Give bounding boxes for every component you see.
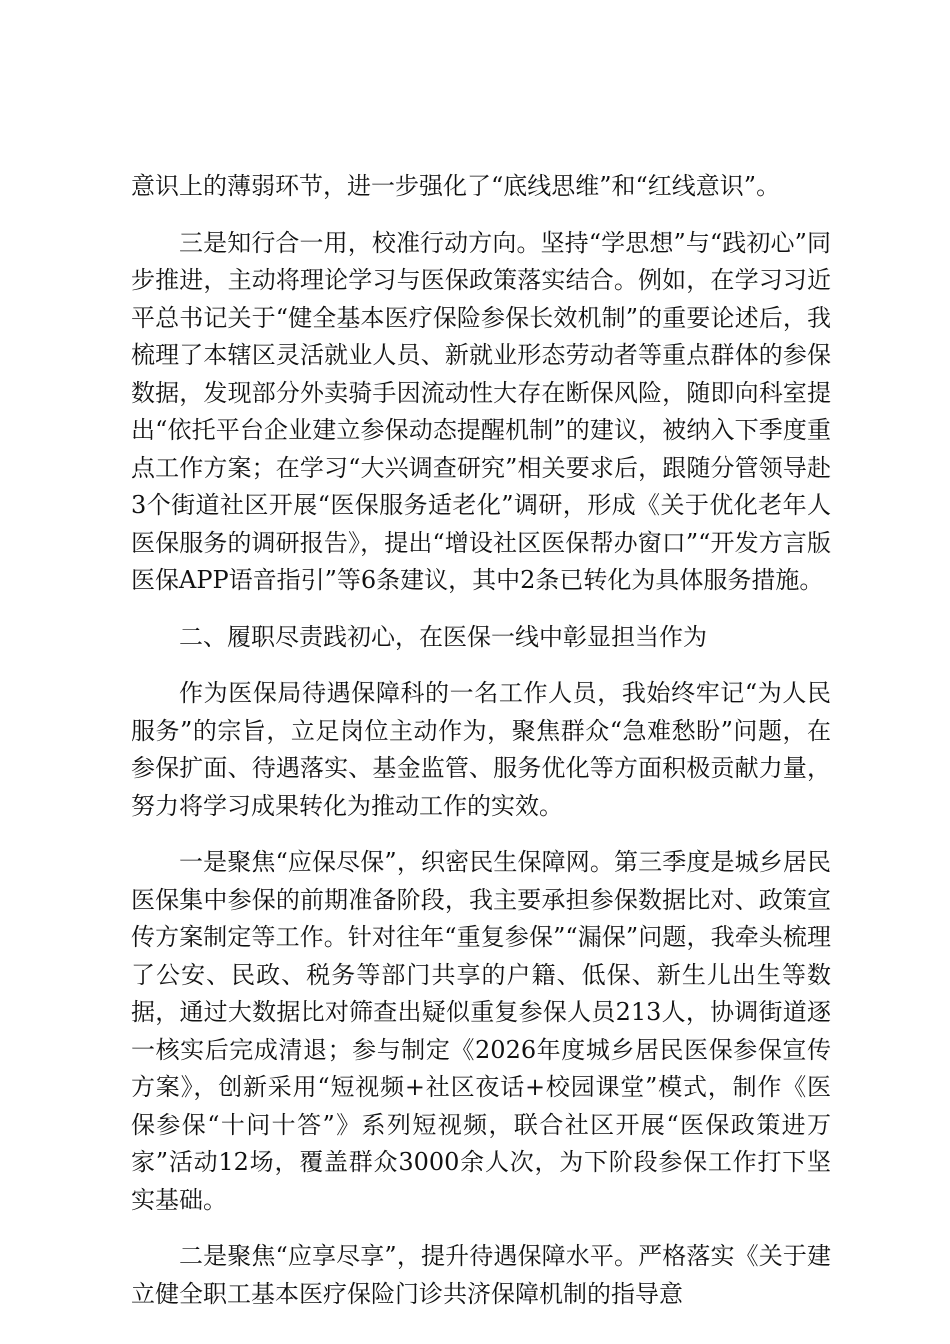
paragraph-knowledge-action: 三是知行合一用，校准行动方向。坚持“学思想”与“践初心”同步推进，主动将理论学习与医保政策落实结合。例如，在学习习近平总书记关于“健全基本医疗保险参保长效机制”的重要论述后，我梳理了本辖区灵活就业人员、新就业形态劳动者等重点群体的参保数据，发现部分外卖骑手因流动性大存在断保风险，随即向科室提出“依托平台企业建立参保动态提醒机制”的建议，被纳入下季度重点工作方案；在学习“大兴调查研究”相关要求后，跟随分管领导赴3个街道社区开展“医保服务适老化”调研，形成《关于优化老年人医保服务的调研报告》，提出“增设社区医保帮办窗口”“开发方言版医保APP语音指引”等6条建议，其中2条已转化为具体服务措施。 [131,228,831,594]
section-heading-two: 二、履职尽责践初心，在医保一线中彰显担当作为 [179,622,707,651]
paragraph-coverage: 一是聚焦“应保尽保”，织密民生保障网。第三季度是城乡居民医保集中参保的前期准备阶段，我主要承担参保数据比对、政策宣传方案制定等工作。针对往年“重复参保”“漏保”问题，我牵头梳理了公安、民政、税务等部门共享的户籍、低保、新生儿出生等数据，通过大数据比对筛查出疑似重复参保人员213人，协调街道逐一核实后完成清退；参与制定《2026年度城乡居民医保参保宣传方案》，创新采用“短视频+社区夜话+校园课堂”模式，制作《医保参保“十问十答”》系列短视频，联合社区开展“医保政策进万家”活动12场，覆盖群众3000余人次，为下阶段参保工作打下坚实基础。 [131,848,831,1214]
paragraph-benefits: 二是聚焦“应享尽享”，提升待遇保障水平。严格落实《关于建立健全职工基本医疗保险门诊共济保障机制的指导意 [131,1242,831,1308]
paragraph-role-intro: 作为医保局待遇保障科的一名工作人员，我始终牢记“为人民服务”的宗旨，立足岗位主动作为，聚焦群众“急难愁盼”问题，在参保扩面、待遇落实、基金监管、服务优化等方面积极贡献力量，努力将学习成果转化为推动工作的实效。 [131,679,831,820]
paragraph-continued: 意识上的薄弱环节，进一步强化了“底线思维”和“红线意识”。 [131,172,781,200]
document-body [131,168,831,1332]
